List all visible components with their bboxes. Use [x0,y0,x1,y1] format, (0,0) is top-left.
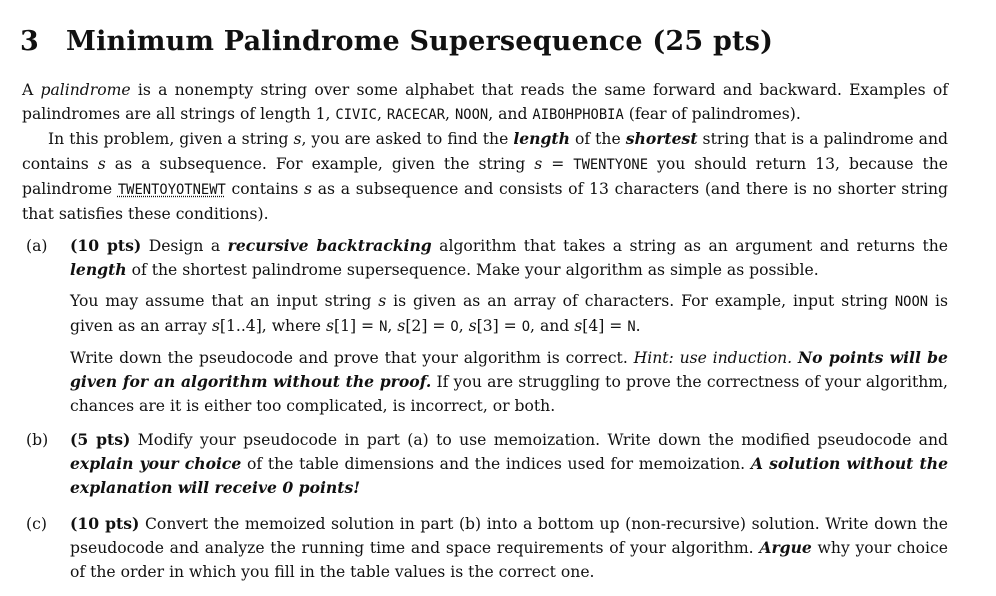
text-run: s [304,179,313,198]
text-run: , [387,317,398,335]
part-a-label: (a) [26,237,48,255]
text-run: AIBOHPHOBIA [532,107,624,124]
text-run: Argue [759,538,812,557]
section-title: Minimum Palindrome Supersequence (25 pts) [66,26,774,57]
text-run: N [627,319,636,335]
part-c-paragraph-1 [70,512,948,584]
text-run: [4] = [582,317,628,335]
part-a-body [70,234,948,418]
text-run: If you are struggling to prove the correctness of your algorithm, chances are it is either too complicated, is incorrect, or both. [70,373,949,415]
text-run: as a subsequence and consists of 13 characters (and there is no shorter string that satisfies these conditions). [22,179,948,224]
text-run: is a nonempty string over some alphabet that reads the same forward and backward. Examples of palindromes are all strings of length 1, [22,81,949,124]
text-run: , [445,105,455,124]
part-b-paragraph-1 [70,428,948,500]
text-run: . [635,317,641,335]
text-run: N [379,319,388,335]
text-run: string that is a palindrome and contains [22,130,948,173]
text-run: s [293,130,302,149]
intro-text [22,78,948,226]
text-run: Modify your pseudocode in part (a) to use memoization. Write down the modified pseudocode and [130,431,949,449]
section-heading [20,26,773,57]
intro-paragraph-2 [22,127,948,226]
text-run: You may assume that an input string [70,292,379,310]
text-run: (fear of palindromes). [623,105,801,124]
text-run: TWENTYONE [573,156,649,173]
text-run: Write down the pseudocode and prove that your algorithm is correct. [70,349,634,367]
text-run: length [513,129,570,149]
text-run: palindrome [40,81,131,99]
part-b [26,428,948,500]
text-run: length [70,260,127,279]
text-run: A solution without the explanation will receive 0 points! [70,454,949,497]
text-run: Hint: use induction. [633,349,793,367]
text-run: [2] = [405,317,451,335]
text-run: , you are asked to find the [301,130,514,149]
text-run: s [468,317,477,335]
text-run: of the shortest palindrome supersequence. Make your algorithm as simple as possible. [126,261,819,279]
text-run: of the [569,130,626,149]
text-run: [1] = [333,317,380,335]
text-run: s [211,317,220,335]
text-run: NOON [894,294,929,310]
text-run: is given as an array of characters. For example, input string [386,292,895,310]
text-run: explain your choice [70,454,242,473]
part-a-paragraph-3 [70,346,948,418]
text-run: algorithm that takes a string as an argument and returns the [431,237,948,255]
text-run: (10 pts) [70,236,142,255]
text-run: NOON [454,107,489,124]
part-a-paragraph-1 [70,234,948,282]
text-run: is given as an array [70,292,948,335]
section-number: 3 [20,26,39,57]
text-run: = [542,154,574,173]
text-run: O [450,319,459,335]
text-run: Design a [141,237,228,255]
part-a [26,234,948,418]
part-a-paragraph-2 [70,289,948,339]
part-b-body [70,428,948,500]
part-c-body [70,512,948,584]
text-run: you should return 13, because the palindrome [22,154,949,198]
text-run: of the table dimensions and the indices used for memoization. [241,455,751,473]
text-run: A [22,81,41,99]
text-run: , and [530,317,575,335]
text-run: , [458,317,469,335]
text-run: shortest [625,129,698,149]
text-run: s [325,317,334,335]
text-run: (10 pts) [70,514,140,533]
text-run: contains [225,179,305,198]
text-run: [3] = [476,317,522,335]
text-run: No points will be given for an algorithm without the proof. [70,348,948,391]
text-run: as a subsequence. For example, given the string [105,154,535,173]
text-run: RACECAR [386,107,446,124]
text-run: In this problem, given a string [48,130,294,149]
text-run: s [97,154,106,173]
part-c-label: (c) [26,515,47,533]
text-run: Convert the memoized solution in part (b) into a bottom up (non-recursive) solution. Write down the pseudocode and analyze the running time and space requirements of your algorithm. [70,515,948,557]
text-run: s [574,317,583,335]
text-run: CIVIC [335,107,377,124]
text-run: s [397,317,406,335]
part-c [26,512,948,584]
text-run: , [376,105,387,124]
intro-paragraph-1 [22,78,948,127]
text-run: why your choice of the order in which you fill in the table values is the correct one. [70,539,948,581]
text-run: TWENTOYOTNEWT [117,181,226,198]
text-run: , and [488,105,533,124]
part-b-label: (b) [26,431,49,449]
text-run: (5 pts) [70,430,131,449]
text-run: recursive backtracking [227,236,432,255]
text-run: s [378,292,387,310]
text-run: s [534,154,543,173]
text-run: [1..4], where [219,317,326,335]
text-run: O [521,319,531,335]
